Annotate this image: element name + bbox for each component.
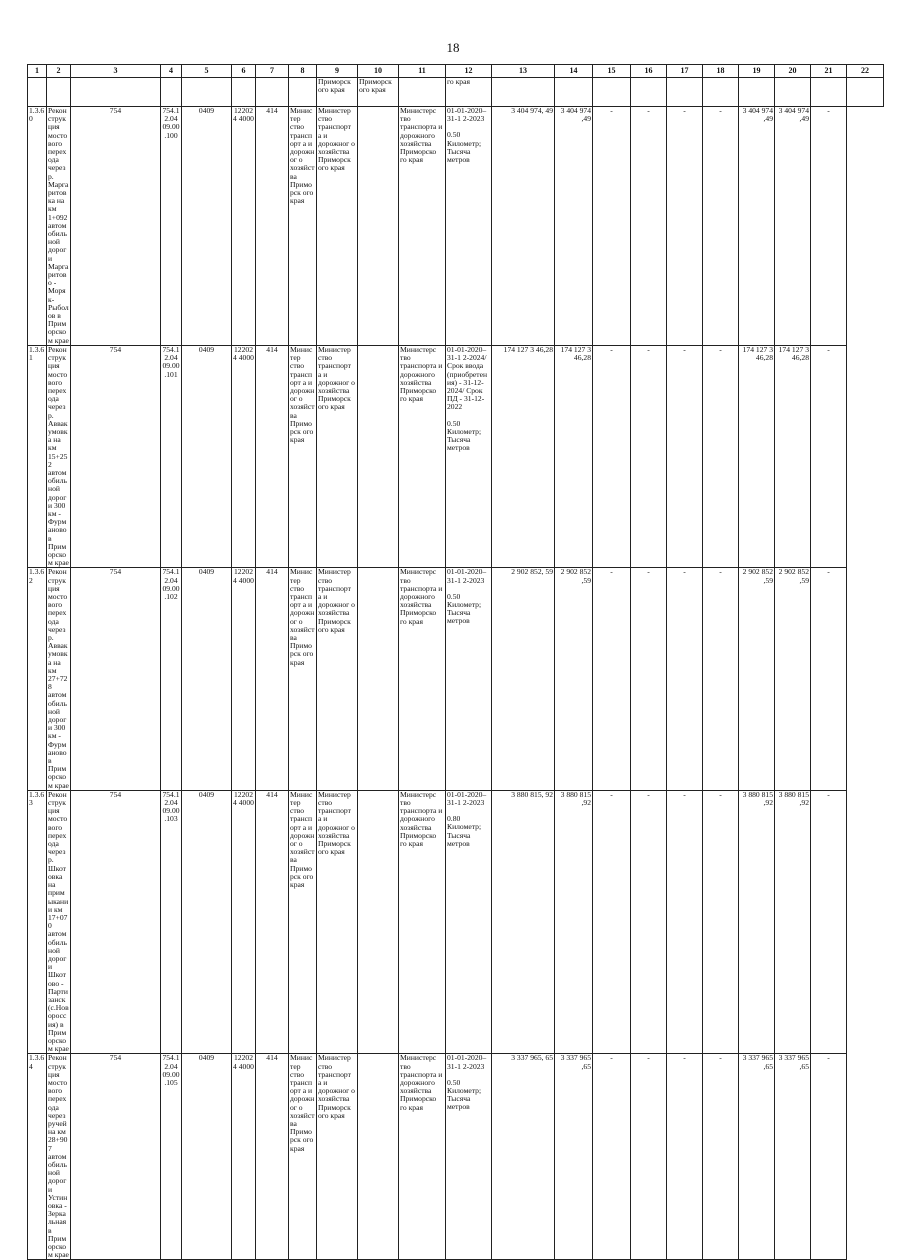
cell-c5: 754.12.04 09.00.100 [161,107,182,346]
cell-c13-period: 01-01-2020–31-1 2-2023 [447,567,487,585]
cell-c4: 754 [71,107,161,346]
column-header: 2 [47,65,71,78]
cell-number: 1.3.63 [28,790,47,1054]
cell-c12: Министерс тво транспорта и дорожного хозяйства Приморско го края [399,1054,446,1260]
cell-c9: Министер ство транспорт а и дорожног о хозяйства Приморск ого края [289,1054,317,1260]
cell-c13-capacity: 0.80 Километр; Тысяча метров [447,814,482,848]
cell-c6: 0409 [182,345,232,567]
cell-c19: - [703,568,739,790]
cell-c10: Министер ство транспорт а и дорожног о хозяйства Приморск ого края [317,790,358,1054]
column-header: 8 [289,65,317,78]
cell-number: 1.3.62 [28,568,47,790]
cell-c13-capacity: 0.50 Километр; Тысяча метров [447,591,482,626]
cell-c7: 122024 4000 [232,1054,256,1260]
cell-c13-period: 01-01-2020–31-1 2-2024/ Срок ввода (приобретения) - 31-12-2024/ Срок ПД - 31-12-2022 [447,345,488,412]
cell-c5: 754.12.04 09.00.101 [161,345,182,567]
cell-c21: 174 127 3 46,28 [775,345,811,567]
cell-c14: 174 127 3 46,28 [492,345,555,567]
cell-c22: - [811,568,847,790]
cell-c10: Министер ство транспорт а и дорожног о хозяйства Приморск ого края [317,345,358,567]
cell-number: 1.3.61 [28,345,47,567]
cell-c7: 122024 4000 [232,345,256,567]
column-header: 11 [399,65,446,78]
cell-c11 [358,1054,399,1260]
cell-c16: - [593,107,631,346]
column-header: 18 [703,65,739,78]
cell-c10: Министер ство транспорт а и дорожног о хозяйства Приморск ого края [317,1054,358,1260]
cell-c18: - [667,790,703,1054]
cell-executor: го края [446,78,492,107]
page-number: 18 [446,40,460,55]
column-header: 17 [667,65,703,78]
cell-c16: - [593,790,631,1054]
cell-c18: - [667,568,703,790]
cell-name: Реконструкция мостового перехода через р. Аввакумовка на км 27+728 автомобильной дороги 300 км - Фурманово в Приморском крае [48,567,69,790]
cell-c17: - [631,568,667,790]
cell-c13 [446,345,492,567]
cell-c13-capacity: 0.50 Километр; Тысяча метров [447,1077,482,1112]
column-header: 7 [256,65,289,78]
cell-c5: 754.12.04 09.00.103 [161,790,182,1054]
cell-c13-capacity: 0.50 Километр; Тысяча метров [447,418,482,453]
cell-c16: - [593,568,631,790]
cell-c15: 2 902 852 ,59 [555,568,593,790]
cell-name: Реконструкция мостового перехода через р. Аввакумовка на км 15+252 автомобильной дороги 300 км - Фурманово в Приморском крае [48,345,69,568]
cell-c18: - [667,1054,703,1260]
header-row [28,65,884,78]
cell-c10: Министер ство транспорт а и дорожног о хозяйства Приморск ого края [317,568,358,790]
cell-c18: - [667,107,703,346]
cell-name: Реконструкция мостового перехода через р. Шкотовка на примыкании км 17+070 автомобильной дороги Шкотово - Партизанск (с.Новороссия) в Приморском крае [48,790,69,1054]
cell-c15: 3 404 974 ,49 [555,107,593,346]
cell-c8: 414 [256,790,289,1054]
cell-c9: Министер ство транспорт а и дорожног о хозяйства Приморск ого края [289,790,317,1054]
cell-c8: 414 [256,107,289,346]
cell-c4: 754 [71,1054,161,1260]
cell-c20: 174 127 3 46,28 [739,345,775,567]
cell-c6: 0409 [182,790,232,1054]
cell-customer: Приморск ого края [317,78,358,107]
column-header: 9 [317,65,358,78]
cell-c14: 2 902 852, 59 [492,568,555,790]
cell-c14: 3 337 965, 65 [492,1054,555,1260]
column-header: 3 [71,65,161,78]
cell-c20: 3 337 965 ,65 [739,1054,775,1260]
column-header: 10 [358,65,399,78]
cell-c22: - [811,790,847,1054]
cell-c17: - [631,790,667,1054]
cell-c17: - [631,345,667,567]
cell-c13 [446,568,492,790]
column-header: 4 [161,65,182,78]
cell-c11 [358,107,399,346]
cell-c16: - [593,345,631,567]
cell-c21: 3 880 815 ,92 [775,790,811,1054]
cell-c8: 414 [256,1054,289,1260]
cell-c13 [446,107,492,346]
cell-c19: - [703,790,739,1054]
cell-c9: Министер ство транспорт а и дорожног о хозяйства Приморск ого края [289,107,317,346]
cell-name: Реконструкция мостового перехода через ручей на км 28+907 автомобильной дороги Устиновка - Зеркальная в Приморском крае [48,1053,69,1260]
cell-number: 1.3.64 [28,1054,47,1260]
cell-c12: Министерс тво транспорта и дорожного хозяйства Приморско го края [399,107,446,346]
table-row [28,107,884,346]
column-header: 22 [847,65,884,78]
cell-c19: - [703,1054,739,1260]
cell-c13 [446,790,492,1054]
column-header: 14 [555,65,593,78]
cell-c7: 122024 4000 [232,790,256,1054]
cell-c12: Министерс тво транспорта и дорожного хозяйства Приморско го края [399,345,446,567]
table-row [28,1054,884,1260]
cell-c15: 3 880 815 ,92 [555,790,593,1054]
cell-c13 [446,1054,492,1260]
cell-c4: 754 [71,790,161,1054]
cell-c5: 754.12.04 09.00.105 [161,1054,182,1260]
column-header: 15 [593,65,631,78]
cell-c20: 3 404 974 ,49 [739,107,775,346]
cell-c11 [358,345,399,567]
cell-c22: - [811,345,847,567]
cell-c13-period: 01-01-2020–31-1 2-2023 [447,1053,487,1071]
cell-c20: 2 902 852 ,59 [739,568,775,790]
cell-c13-period: 01-01-2020–31-1 2-2023 [447,106,487,124]
cell-c21: 3 337 965 ,65 [775,1054,811,1260]
column-header: 5 [182,65,232,78]
cell-c17: - [631,1054,667,1260]
table-row [28,568,884,790]
column-header: 12 [446,65,492,78]
cell-c22: - [811,107,847,346]
cell-c6: 0409 [182,107,232,346]
cell-c22: - [811,1054,847,1260]
column-header: 16 [631,65,667,78]
data-table [27,64,884,1260]
column-header: 19 [739,65,775,78]
cell-c5: 754.12.04 09.00.102 [161,568,182,790]
cell-c9: Министер ство транспорт а и дорожног о хозяйства Приморск ого края [289,345,317,567]
column-header: 13 [492,65,555,78]
cell-name: Реконструкция мостового перехода через р. Маргаритовка на км 1+092 автомобильной дороги Маргаритово - Моряк-Рыболов в Приморском крае [48,106,69,345]
cell-c6: 0409 [182,568,232,790]
cell-c11 [358,568,399,790]
cell-c10: Министер ство транспорт а и дорожног о хозяйства Приморск ого края [317,107,358,346]
cell-c15: 3 337 965 ,65 [555,1054,593,1260]
cell-c21: 2 902 852 ,59 [775,568,811,790]
column-header: 20 [775,65,811,78]
cell-c7: 122024 4000 [232,107,256,346]
cell-c20: 3 880 815 ,92 [739,790,775,1054]
cell-c4: 754 [71,568,161,790]
cell-c14: 3 880 815, 92 [492,790,555,1054]
cell-number: 1.3.60 [28,107,47,346]
cell-c21: 3 404 974 ,49 [775,107,811,346]
column-header: 1 [28,65,47,78]
cell-c18: - [667,345,703,567]
cell-c8: 414 [256,345,289,567]
cell-c15: 174 127 3 46,28 [555,345,593,567]
cell-c16: - [593,1054,631,1260]
cell-c12: Министерс тво транспорта и дорожного хозяйства Приморско го края [399,790,446,1054]
table-row [28,345,884,567]
cell-c4: 754 [71,345,161,567]
cell-c19: - [703,345,739,567]
cell-c7: 122024 4000 [232,568,256,790]
cell-c6: 0409 [182,1054,232,1260]
cell-c11 [358,790,399,1054]
column-header: 21 [811,65,847,78]
column-header: 6 [232,65,256,78]
cell-c17: - [631,107,667,346]
cell-c19: - [703,107,739,346]
cell-operator: Приморск ого края [358,78,399,107]
cell-c14: 3 404 974, 49 [492,107,555,346]
cell-c13-period: 01-01-2020–31-1 2-2023 [447,790,487,808]
cell-c13-capacity: 0.50 Километр; Тысяча метров [447,130,482,165]
table-row [28,790,884,1054]
continuation-row [28,78,884,107]
cell-c8: 414 [256,568,289,790]
cell-c12: Министерс тво транспорта и дорожного хозяйства Приморско го края [399,568,446,790]
cell-c9: Министер ство транспорт а и дорожног о хозяйства Приморск ого края [289,568,317,790]
